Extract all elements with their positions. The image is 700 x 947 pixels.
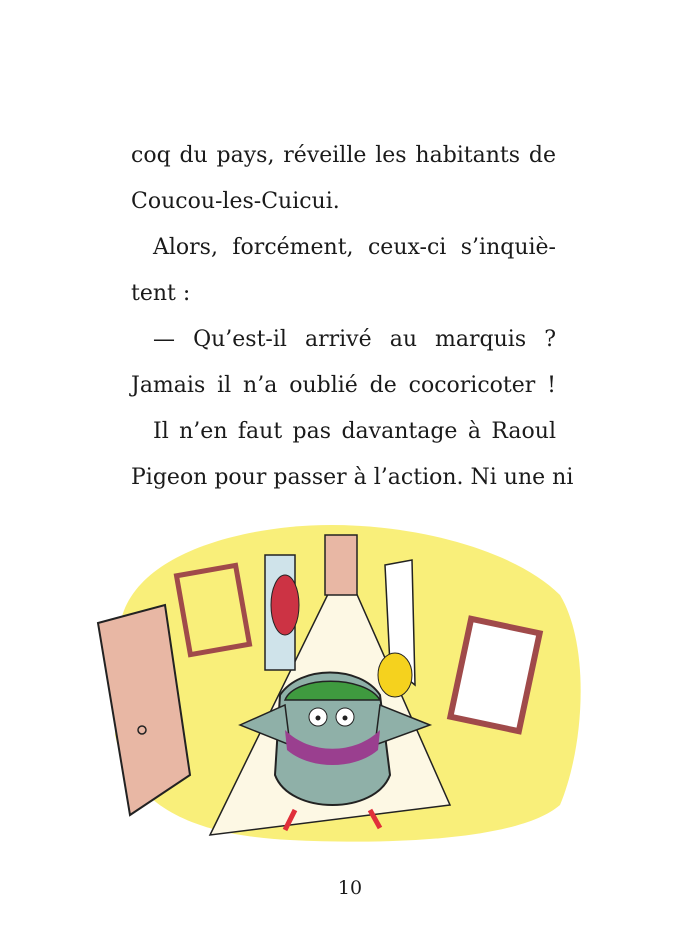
text-line: coq du pays, réveille les habitants de (131, 143, 556, 168)
text-line: Pigeon pour passer à l’action. Ni une ni (131, 465, 574, 490)
text-line: tent : (131, 281, 191, 306)
page-number: 10 (337, 877, 363, 899)
text-line: Jamais il n’a oublié de cocoricoter ! (131, 373, 556, 398)
far-door (325, 535, 357, 595)
picture-frame-left (177, 565, 250, 654)
text-line: Il n’en faut pas davantage à Raoul (153, 419, 556, 444)
hallway-illustration (90, 505, 590, 850)
yellow-bird (378, 653, 412, 697)
text-line: Alors, forcément, ceux-ci s’inquiè- (153, 235, 556, 260)
text-line: — Qu’est-il arrivé au marquis ? (153, 327, 556, 352)
text-line: Coucou-les-Cuicui. (131, 189, 340, 214)
woodpecker (271, 575, 299, 635)
